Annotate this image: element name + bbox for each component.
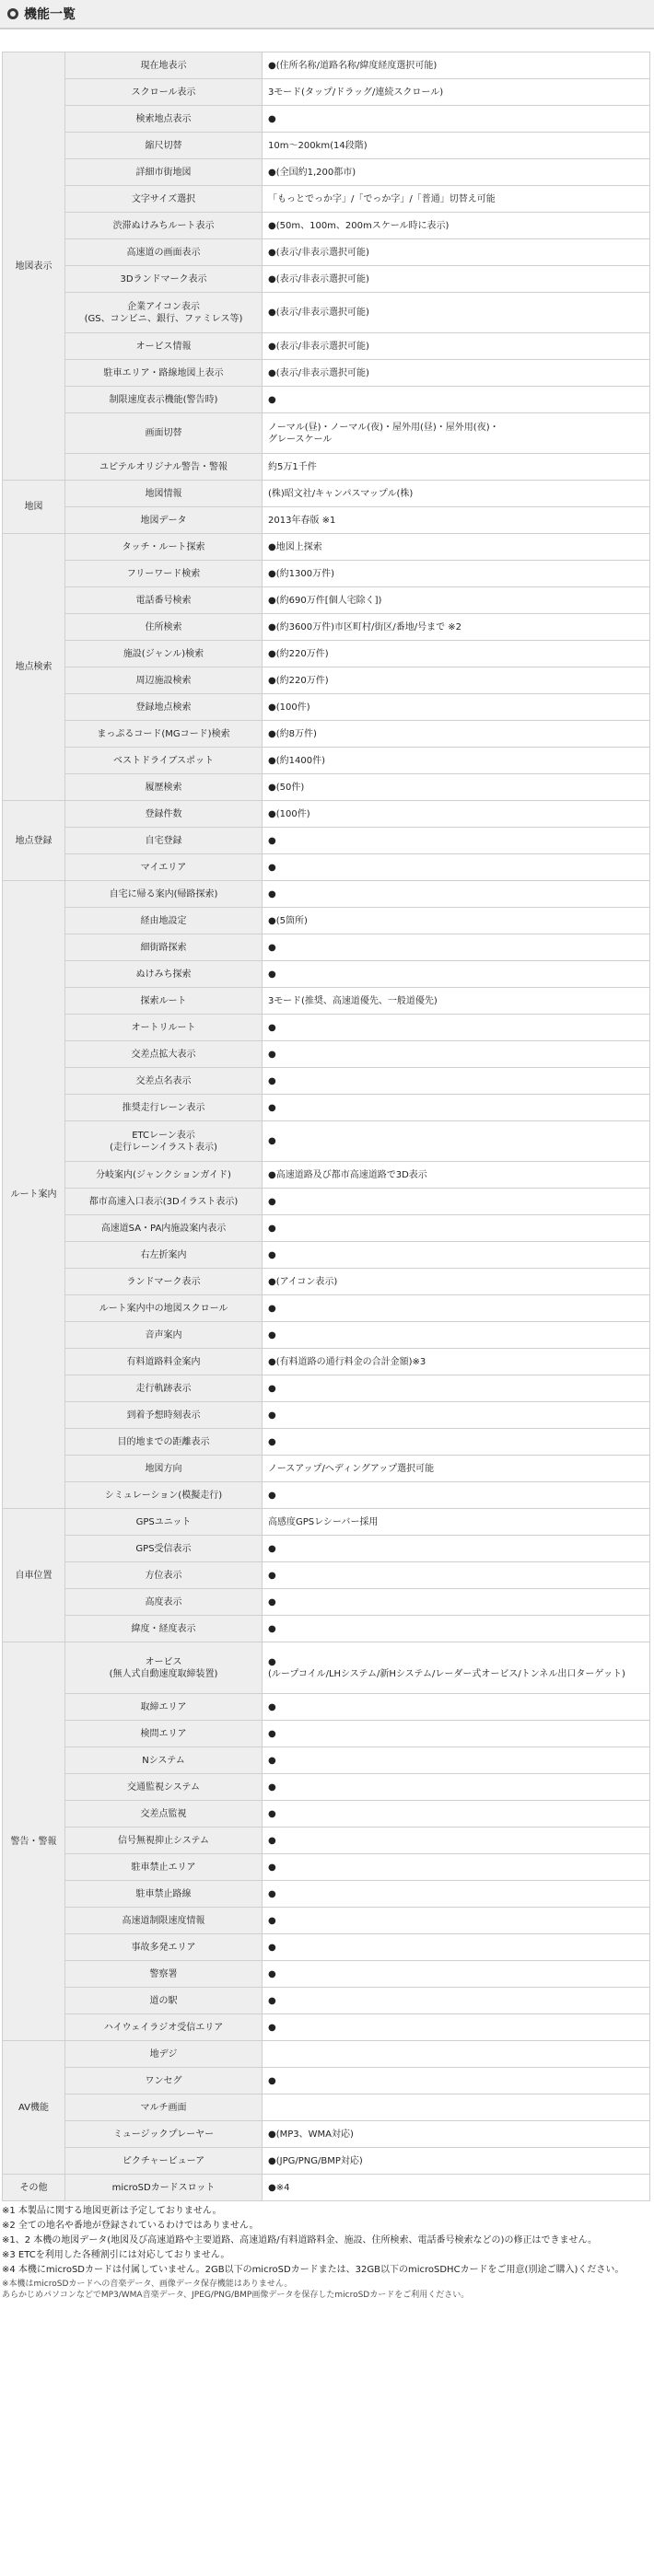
spec-row <box>3 1189 650 1215</box>
feature-value: ● <box>263 1934 650 1961</box>
feature-label: 有料道路料金案内 <box>65 1349 263 1375</box>
spec-row <box>3 1509 650 1536</box>
feature-label: 細街路探索 <box>65 934 263 961</box>
spec-row <box>3 1589 650 1616</box>
feature-value: 3モード(タップ/ドラッグ/連続スクロール) <box>263 79 650 106</box>
feature-label: 目的地までの距離表示 <box>65 1429 263 1456</box>
spec-row <box>3 1616 650 1642</box>
feature-value: ● <box>263 387 650 413</box>
spec-row <box>3 79 650 106</box>
feature-label: 地デジ <box>65 2041 263 2068</box>
spec-row <box>3 1322 650 1349</box>
spec-row <box>3 1215 650 1242</box>
spec-row <box>3 2175 650 2201</box>
spec-row <box>3 360 650 387</box>
feature-value: ● <box>263 1616 650 1642</box>
feature-value: ● <box>263 1242 650 1269</box>
group-label: 警告・警報 <box>3 1642 65 2041</box>
feature-label: ベストドライブスポット <box>65 748 263 774</box>
spec-row <box>3 2094 650 2121</box>
feature-label: 登録件数 <box>65 801 263 828</box>
spec-row <box>3 1015 650 1041</box>
spec-row <box>3 587 650 614</box>
spec-row <box>3 1694 650 1721</box>
feature-label: 企業アイコン表示 (GS、コンビニ、銀行、ファミレス等) <box>65 293 263 333</box>
feature-value: ●(約220万件) <box>263 667 650 694</box>
spec-row <box>3 481 650 507</box>
spec-row <box>3 1095 650 1121</box>
feature-value: ● <box>263 1068 650 1095</box>
feature-value: ●(約690万件[個人宅除く]) <box>263 587 650 614</box>
feature-value: ● <box>263 1095 650 1121</box>
feature-value: ● <box>263 934 650 961</box>
feature-label: ぬけみち探索 <box>65 961 263 988</box>
spec-row <box>3 239 650 266</box>
spec-row <box>3 1121 650 1162</box>
feature-value: ● <box>263 1721 650 1747</box>
spec-row <box>3 1482 650 1509</box>
spec-row <box>3 106 650 133</box>
feature-label: 地図データ <box>65 507 263 534</box>
spec-row <box>3 1747 650 1774</box>
feature-label: 制限速度表示機能(警告時) <box>65 387 263 413</box>
spec-row <box>3 133 650 159</box>
feature-label: 高速道制限速度情報 <box>65 1908 263 1934</box>
feature-label: シミュレーション(模擬走行) <box>65 1482 263 1509</box>
group-label: その他 <box>3 2175 65 2201</box>
section-title: 機能一覧 <box>24 7 76 22</box>
group-label: 地点検索 <box>3 534 65 801</box>
feature-label: 推奨走行レーン表示 <box>65 1095 263 1121</box>
spec-row <box>3 1642 650 1694</box>
spec-row <box>3 748 650 774</box>
spec-row <box>3 1402 650 1429</box>
feature-label: GPSユニット <box>65 1509 263 1536</box>
feature-label: 渋滞ぬけみちルート表示 <box>65 213 263 239</box>
spec-row <box>3 1961 650 1988</box>
feature-value: ● <box>263 1774 650 1801</box>
group-label: 地点登録 <box>3 801 65 881</box>
feature-label: Nシステム <box>65 1747 263 1774</box>
feature-value: 約5万1千件 <box>263 454 650 481</box>
spec-row <box>3 1854 650 1881</box>
feature-value: ●(約1400件) <box>263 748 650 774</box>
feature-label: 右左折案内 <box>65 1242 263 1269</box>
feature-label: 信号無視抑止システム <box>65 1828 263 1854</box>
feature-value: ●(JPG/PNG/BMP対応) <box>263 2148 650 2175</box>
spec-row <box>3 801 650 828</box>
feature-label: microSDカードスロット <box>65 2175 263 2201</box>
feature-value: ●(約1300万件) <box>263 561 650 587</box>
spec-row <box>3 2014 650 2041</box>
feature-value: 2013年春版 ※1 <box>263 507 650 534</box>
spec-row <box>3 721 650 748</box>
spec-row <box>3 881 650 908</box>
feature-label: フリーワード検索 <box>65 561 263 587</box>
feature-label: 方位表示 <box>65 1562 263 1589</box>
feature-label: 交差点監視 <box>65 1801 263 1828</box>
spec-row <box>3 534 650 561</box>
spec-row <box>3 186 650 213</box>
note-item: ※1、2 本機の地図データ(地図及び高速道路や主要道路、高速道路/有料道路料金、施設、住所検索、電話番号検索などの)の修正はできません。 <box>2 2235 598 2245</box>
feature-value: ●(100件) <box>263 801 650 828</box>
group-label: ルート案内 <box>3 881 65 1509</box>
feature-label: 地図方向 <box>65 1456 263 1482</box>
feature-value: ●高速道路及び都市高速道路で3D表示 <box>263 1162 650 1189</box>
feature-value: ● <box>263 1747 650 1774</box>
feature-label: 緯度・経度表示 <box>65 1616 263 1642</box>
section-header <box>0 0 654 29</box>
note-item: ※2 全ての地名や番地が登録されているわけではありません。 <box>2 2221 259 2231</box>
spec-row <box>3 52 650 79</box>
spec-row <box>3 159 650 186</box>
feature-label: ランドマーク表示 <box>65 1269 263 1295</box>
circle-bullet-icon <box>7 8 18 19</box>
spec-row <box>3 266 650 293</box>
feature-value <box>263 2041 650 2068</box>
feature-label: オービス情報 <box>65 333 263 360</box>
group-label: 地図 <box>3 481 65 534</box>
feature-value: ● <box>263 1215 650 1242</box>
spec-row <box>3 694 650 721</box>
group-label: 地図表示 <box>3 52 65 481</box>
feature-value: ● (ループコイル/LHシステム/新Hシステム/レーダー式オービス/トンネル出口ターゲット) <box>263 1642 650 1694</box>
note-item: ※3 ETCを利用した各種割引には対応しておりません。 <box>2 2250 230 2260</box>
feature-label: 地図情報 <box>65 481 263 507</box>
spec-table <box>2 52 650 2201</box>
feature-label: オービス (無人式自動速度取締装置) <box>65 1642 263 1694</box>
feature-label: 音声案内 <box>65 1322 263 1349</box>
feature-value: ●(約220万件) <box>263 641 650 667</box>
feature-label: 交通監視システム <box>65 1774 263 1801</box>
spec-row <box>3 561 650 587</box>
feature-value: ノースアップ/ヘディングアップ選択可能 <box>263 1456 650 1482</box>
spec-row <box>3 1068 650 1095</box>
feature-label: 探索ルート <box>65 988 263 1015</box>
spec-row <box>3 1269 650 1295</box>
feature-label: マイエリア <box>65 854 263 881</box>
feature-value: ●(約3600万件)市区町村/街区/番地/号まで ※2 <box>263 614 650 641</box>
feature-label: 自宅に帰る案内(帰路探索) <box>65 881 263 908</box>
feature-label: 高速道SA・PA内施設案内表示 <box>65 1215 263 1242</box>
feature-value: ● <box>263 2014 650 2041</box>
feature-label: 文字サイズ選択 <box>65 186 263 213</box>
spec-row <box>3 1349 650 1375</box>
spec-row <box>3 293 650 333</box>
feature-value: ● <box>263 1015 650 1041</box>
feature-value: ●(表示/非表示選択可能) <box>263 266 650 293</box>
feature-value: ● <box>263 1961 650 1988</box>
spec-row <box>3 1041 650 1068</box>
feature-label: 周辺施設検索 <box>65 667 263 694</box>
feature-value: ●(住所名称/道路名称/緯度経度選択可能) <box>263 52 650 79</box>
feature-value: ● <box>263 1482 650 1509</box>
feature-value: ● <box>263 1562 650 1589</box>
feature-label: ユピテルオリジナル警告・警報 <box>65 454 263 481</box>
feature-label: マルチ画面 <box>65 2094 263 2121</box>
spec-row <box>3 387 650 413</box>
feature-value: ● <box>263 881 650 908</box>
feature-label: 3Dランドマーク表示 <box>65 266 263 293</box>
feature-value: ● <box>263 1041 650 1068</box>
feature-value: ● <box>263 1402 650 1429</box>
feature-label: ETCレーン表示 (走行レーンイラスト表示) <box>65 1121 263 1162</box>
group-label: 自車位置 <box>3 1509 65 1642</box>
feature-value: ● <box>263 2068 650 2094</box>
feature-label: 走行軌跡表示 <box>65 1375 263 1402</box>
spec-row <box>3 1908 650 1934</box>
spec-row <box>3 213 650 239</box>
spec-row <box>3 2121 650 2148</box>
feature-value: ●(50m、100m、200mスケール時に表示) <box>263 213 650 239</box>
spec-row <box>3 1429 650 1456</box>
feature-label: 現在地表示 <box>65 52 263 79</box>
feature-value: ●※4 <box>263 2175 650 2201</box>
feature-label: 検索地点表示 <box>65 106 263 133</box>
feature-value: ● <box>263 961 650 988</box>
feature-label: 自宅登録 <box>65 828 263 854</box>
feature-label: 道の駅 <box>65 1988 263 2014</box>
feature-value: ●(表示/非表示選択可能) <box>263 239 650 266</box>
feature-value: ●(表示/非表示選択可能) <box>263 293 650 333</box>
feature-label: タッチ・ルート探索 <box>65 534 263 561</box>
spec-row <box>3 1295 650 1322</box>
feature-label: 検問エリア <box>65 1721 263 1747</box>
feature-value: ● <box>263 1189 650 1215</box>
spec-row <box>3 507 650 534</box>
feature-value: ● <box>263 1322 650 1349</box>
feature-value: ● <box>263 1854 650 1881</box>
feature-value: ● <box>263 1881 650 1908</box>
feature-value: ● <box>263 1908 650 1934</box>
feature-value: ● <box>263 1375 650 1402</box>
spec-row <box>3 854 650 881</box>
feature-label: 高度表示 <box>65 1589 263 1616</box>
spec-row <box>3 2068 650 2094</box>
feature-label: 高速道の画面表示 <box>65 239 263 266</box>
feature-value: ● <box>263 1429 650 1456</box>
feature-label: ルート案内中の地図スクロール <box>65 1295 263 1322</box>
group-label: AV機能 <box>3 2041 65 2175</box>
spec-row <box>3 1881 650 1908</box>
feature-label: 駐車エリア・路線地図上表示 <box>65 360 263 387</box>
feature-value: ● <box>263 1536 650 1562</box>
feature-label: ハイウェイラジオ受信エリア <box>65 2014 263 2041</box>
feature-value: 3モード(推奨、高速道優先、一般道優先) <box>263 988 650 1015</box>
spec-row <box>3 1536 650 1562</box>
spec-row <box>3 1562 650 1589</box>
feature-value: ● <box>263 1988 650 2014</box>
feature-label: スクロール表示 <box>65 79 263 106</box>
feature-label: ミュージックプレーヤー <box>65 2121 263 2148</box>
feature-label: 画面切替 <box>65 413 263 454</box>
feature-value: 10m〜200km(14段階) <box>263 133 650 159</box>
feature-value: ● <box>263 854 650 881</box>
spec-row <box>3 413 650 454</box>
notes <box>2 2205 650 2301</box>
feature-value: ● <box>263 1801 650 1828</box>
feature-label: 交差点拡大表示 <box>65 1041 263 1068</box>
note-small: ※本機はmicroSDカードへの音楽データ、画像データ保存機能はありません。 あらかじめパソコンなどでMP3/WMA音楽データ、JPEG/PNG/BMP画像データを保存したmicroSDカードをご利用ください。 <box>2 2280 470 2300</box>
feature-value <box>263 2094 650 2121</box>
spec-row <box>3 1162 650 1189</box>
feature-label: ピクチャービューア <box>65 2148 263 2175</box>
spec-row <box>3 1242 650 1269</box>
feature-value: ノーマル(昼)・ノーマル(夜)・屋外用(昼)・屋外用(夜)・ グレースケール <box>263 413 650 454</box>
feature-value: ● <box>263 828 650 854</box>
feature-label: 分岐案内(ジャンクションガイド) <box>65 1162 263 1189</box>
feature-label: 詳細市街地図 <box>65 159 263 186</box>
spec-row <box>3 908 650 934</box>
feature-label: まっぷるコード(MGコード)検索 <box>65 721 263 748</box>
feature-value: ●(MP3、WMA対応) <box>263 2121 650 2148</box>
feature-label: 縮尺切替 <box>65 133 263 159</box>
feature-label: 施設(ジャンル)検索 <box>65 641 263 667</box>
spec-row <box>3 454 650 481</box>
spec-row <box>3 1375 650 1402</box>
spec-row <box>3 961 650 988</box>
feature-label: 到着予想時刻表示 <box>65 1402 263 1429</box>
spec-row <box>3 333 650 360</box>
spec-row <box>3 1988 650 2014</box>
feature-label: オートリルート <box>65 1015 263 1041</box>
spec-row <box>3 614 650 641</box>
feature-label: 交差点名表示 <box>65 1068 263 1095</box>
spec-row <box>3 934 650 961</box>
feature-value: 「もっとでっか字」/「でっか字」/「普通」切替え可能 <box>263 186 650 213</box>
spec-row <box>3 667 650 694</box>
spec-row <box>3 1721 650 1747</box>
feature-label: 事故多発エリア <box>65 1934 263 1961</box>
spec-row <box>3 988 650 1015</box>
feature-label: 取締エリア <box>65 1694 263 1721</box>
feature-value: ●(全国約1,200都市) <box>263 159 650 186</box>
feature-label: 経由地設定 <box>65 908 263 934</box>
feature-label: 住所検索 <box>65 614 263 641</box>
spec-row <box>3 2041 650 2068</box>
feature-value: ● <box>263 1694 650 1721</box>
feature-value: ●(50件) <box>263 774 650 801</box>
spec-row <box>3 1828 650 1854</box>
feature-value: ● <box>263 1589 650 1616</box>
feature-value: ●(有料道路の通行料金の合計金額)※3 <box>263 1349 650 1375</box>
note-item: ※4 本機にmicroSDカードは付属していません。2GB以下のmicroSDカードまたは、32GB以下のmicroSDHCカードをご用意(別途ご購入)ください。 <box>2 2265 625 2275</box>
feature-value: ● <box>263 1828 650 1854</box>
feature-value: ●(表示/非表示選択可能) <box>263 360 650 387</box>
feature-label: GPS受信表示 <box>65 1536 263 1562</box>
feature-value: (株)昭文社/キャンパスマップル(株) <box>263 481 650 507</box>
spec-row <box>3 641 650 667</box>
feature-value: ● <box>263 1121 650 1162</box>
feature-value: ●地図上探索 <box>263 534 650 561</box>
feature-value: ●(5箇所) <box>263 908 650 934</box>
feature-value: ●(約8万件) <box>263 721 650 748</box>
spec-row <box>3 1774 650 1801</box>
spec-row <box>3 774 650 801</box>
spec-row <box>3 2148 650 2175</box>
feature-label: 駐車禁止路線 <box>65 1881 263 1908</box>
note-item: ※1 本製品に関する地図更新は予定しておりません。 <box>2 2206 222 2216</box>
feature-label: 警察署 <box>65 1961 263 1988</box>
spec-row <box>3 1934 650 1961</box>
spec-row <box>3 1456 650 1482</box>
feature-label: 登録地点検索 <box>65 694 263 721</box>
feature-label: ワンセグ <box>65 2068 263 2094</box>
feature-label: 履歴検索 <box>65 774 263 801</box>
spec-row <box>3 828 650 854</box>
feature-value: ●(表示/非表示選択可能) <box>263 333 650 360</box>
feature-label: 駐車禁止エリア <box>65 1854 263 1881</box>
feature-label: 電話番号検索 <box>65 587 263 614</box>
feature-value: ●(100件) <box>263 694 650 721</box>
feature-value: 高感度GPSレシーバー採用 <box>263 1509 650 1536</box>
spec-row <box>3 1801 650 1828</box>
feature-value: ● <box>263 1295 650 1322</box>
feature-label: 都市高速入口表示(3Dイラスト表示) <box>65 1189 263 1215</box>
feature-value: ● <box>263 106 650 133</box>
feature-value: ●(アイコン表示) <box>263 1269 650 1295</box>
